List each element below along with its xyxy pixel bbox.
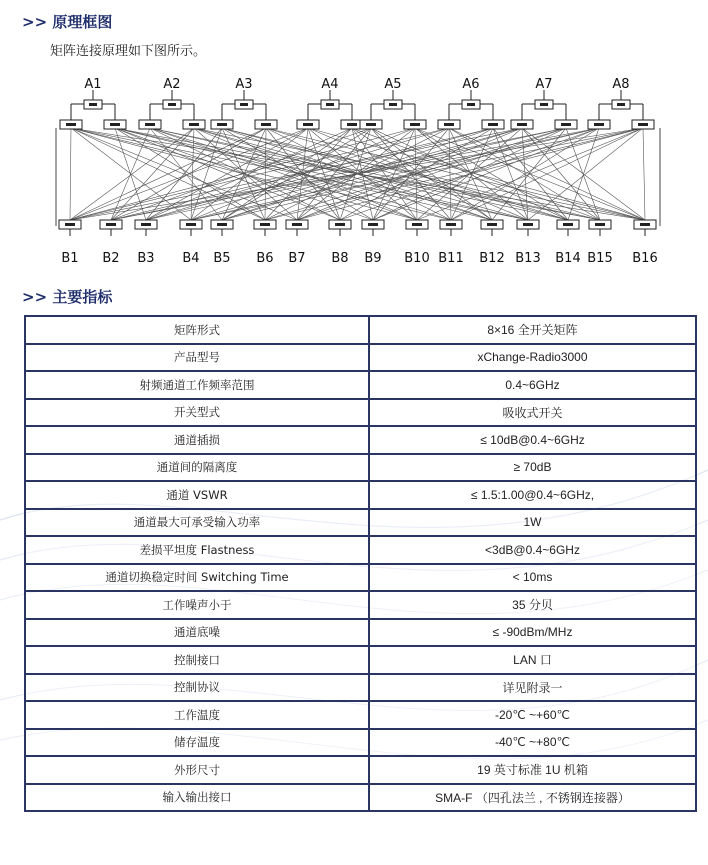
switch-glyph-icon	[561, 123, 571, 126]
input-label: A2	[163, 77, 181, 92]
spec-value: ≤ 1.5:1.00@0.4~6GHz,	[369, 481, 696, 509]
output-label: B7	[288, 251, 306, 266]
spec-value: 1W	[369, 509, 696, 537]
table-row	[25, 399, 696, 427]
spec-label: 通道 VSWR	[25, 481, 369, 509]
switch-glyph-icon	[168, 103, 176, 106]
switch-glyph-icon	[617, 103, 625, 106]
table-row	[25, 316, 696, 344]
spec-value: ≤ -90dBm/MHz	[369, 619, 696, 647]
table-row	[25, 729, 696, 757]
output-label: B3	[137, 251, 155, 266]
switch-glyph-icon	[389, 103, 397, 106]
input-label: A7	[535, 77, 553, 92]
input-label: A6	[462, 77, 480, 92]
input-label: A1	[84, 77, 102, 92]
connection-line	[111, 128, 150, 220]
switch-glyph-icon	[186, 223, 196, 226]
spec-value: 0.4~6GHz	[369, 371, 696, 399]
intro-text: 矩阵连接原理如下图所示。	[50, 44, 207, 59]
output-label: B16	[632, 251, 658, 266]
connection-line	[111, 128, 566, 220]
output-label: B5	[213, 251, 231, 266]
output-label: B8	[331, 251, 349, 266]
switch-glyph-icon	[487, 223, 497, 226]
spec-label: 差损平坦度 Flastness	[25, 536, 369, 564]
switch-glyph-icon	[110, 123, 120, 126]
switch-glyph-icon	[189, 123, 199, 126]
matrix-block-diagram	[0, 64, 708, 274]
output-label: B12	[479, 251, 505, 266]
table-row	[25, 509, 696, 537]
table-row	[25, 371, 696, 399]
switch-glyph-icon	[335, 223, 345, 226]
table-row	[25, 454, 696, 482]
connection-line	[70, 128, 71, 220]
spec-table	[24, 315, 697, 812]
output-label: B4	[182, 251, 200, 266]
spec-label: 通道切换稳定时间 Switching Time	[25, 564, 369, 592]
output-label: B2	[102, 251, 120, 266]
switch-glyph-icon	[595, 223, 605, 226]
switch-glyph-icon	[240, 103, 248, 106]
spec-label: 控制协议	[25, 674, 369, 702]
input-label: A8	[612, 77, 630, 92]
spec-value: <3dB@0.4~6GHz	[369, 536, 696, 564]
switch-glyph-icon	[66, 123, 76, 126]
connection-line	[417, 128, 643, 220]
table-row	[25, 591, 696, 619]
table-row	[25, 619, 696, 647]
output-label: B15	[587, 251, 613, 266]
connection-line	[194, 128, 492, 220]
input-label: A4	[321, 77, 339, 92]
spec-label: 工作噪声小于	[25, 591, 369, 619]
connection-line	[146, 128, 493, 220]
switch-glyph-icon	[446, 223, 456, 226]
table-row	[25, 701, 696, 729]
table-row	[25, 756, 696, 784]
switch-glyph-icon	[326, 103, 334, 106]
switch-glyph-icon	[517, 123, 527, 126]
switch-glyph-icon	[65, 223, 75, 226]
input-label: A5	[384, 77, 402, 92]
table-row	[25, 674, 696, 702]
switch-glyph-icon	[594, 123, 604, 126]
spec-value: ≥ 70dB	[369, 454, 696, 482]
switch-glyph-icon	[292, 223, 302, 226]
table-row	[25, 646, 696, 674]
connection-line	[566, 128, 600, 220]
input-label: A3	[235, 77, 253, 92]
table-row	[25, 426, 696, 454]
switch-glyph-icon	[303, 123, 313, 126]
section-title-block-diagram: >> 原理框图	[22, 13, 113, 31]
switch-glyph-icon	[261, 123, 271, 126]
switch-glyph-icon	[145, 123, 155, 126]
output-label: B11	[438, 251, 464, 266]
switch-glyph-icon	[523, 223, 533, 226]
connection-line	[150, 128, 222, 220]
spec-label: 射频通道工作频率范围	[25, 371, 369, 399]
table-row	[25, 481, 696, 509]
switch-glyph-icon	[412, 223, 422, 226]
switch-glyph-icon	[488, 123, 498, 126]
connection-line	[265, 128, 266, 220]
switch-glyph-icon	[444, 123, 454, 126]
switch-glyph-icon	[347, 123, 357, 126]
switch-glyph-icon	[638, 123, 648, 126]
spec-value: LAN 口	[369, 646, 696, 674]
output-label: B9	[364, 251, 382, 266]
switch-glyph-icon	[467, 103, 475, 106]
spec-value: 19 英寸标准 1U 机箱	[369, 756, 696, 784]
switch-glyph-icon	[410, 123, 420, 126]
spec-label: 产品型号	[25, 344, 369, 372]
switch-glyph-icon	[368, 223, 378, 226]
spec-value: 8×16 全开关矩阵	[369, 316, 696, 344]
switch-glyph-icon	[260, 223, 270, 226]
spec-value: xChange-Radio3000	[369, 344, 696, 372]
connection-line	[643, 128, 645, 220]
table-row	[25, 344, 696, 372]
table-row	[25, 536, 696, 564]
switch-glyph-icon	[563, 223, 573, 226]
switch-glyph-icon	[106, 223, 116, 226]
switch-glyph-icon	[640, 223, 650, 226]
table-row	[25, 784, 696, 812]
switch-glyph-icon	[540, 103, 548, 106]
spec-label: 工作温度	[25, 701, 369, 729]
output-label: B13	[515, 251, 541, 266]
spec-value: -20℃ ~+60℃	[369, 701, 696, 729]
spec-label: 输入输出接口	[25, 784, 369, 812]
connection-line	[150, 128, 451, 220]
spec-label: 开关型式	[25, 399, 369, 427]
table-row	[25, 564, 696, 592]
spec-value: 吸收式开关	[369, 399, 696, 427]
spec-value: -40℃ ~+80℃	[369, 729, 696, 757]
spec-value: 35 分贝	[369, 591, 696, 619]
switch-glyph-icon	[217, 223, 227, 226]
spec-value: < 10ms	[369, 564, 696, 592]
spec-label: 通道最大可承受输入功率	[25, 509, 369, 537]
spec-value: SMA-F （四孔法兰 , 不锈钢连接器）	[369, 784, 696, 812]
spec-value: 详见附录一	[369, 674, 696, 702]
spec-label: 控制接口	[25, 646, 369, 674]
section-title-specs: >> 主要指标	[22, 288, 113, 306]
switch-glyph-icon	[217, 123, 227, 126]
spec-label: 储存温度	[25, 729, 369, 757]
spec-label: 通道间的隔离度	[25, 454, 369, 482]
output-label: B1	[61, 251, 79, 266]
spec-label: 外形尺寸	[25, 756, 369, 784]
switch-glyph-icon	[89, 103, 97, 106]
connection-line	[451, 128, 643, 220]
output-label: B6	[256, 251, 274, 266]
connection-line	[373, 128, 599, 220]
spec-label: 通道插损	[25, 426, 369, 454]
switch-glyph-icon	[141, 223, 151, 226]
spec-value: ≤ 10dB@0.4~6GHz	[369, 426, 696, 454]
switch-glyph-icon	[366, 123, 376, 126]
output-label: B14	[555, 251, 581, 266]
spec-label: 通道底噪	[25, 619, 369, 647]
output-label: B10	[404, 251, 430, 266]
spec-label: 矩阵形式	[25, 316, 369, 344]
